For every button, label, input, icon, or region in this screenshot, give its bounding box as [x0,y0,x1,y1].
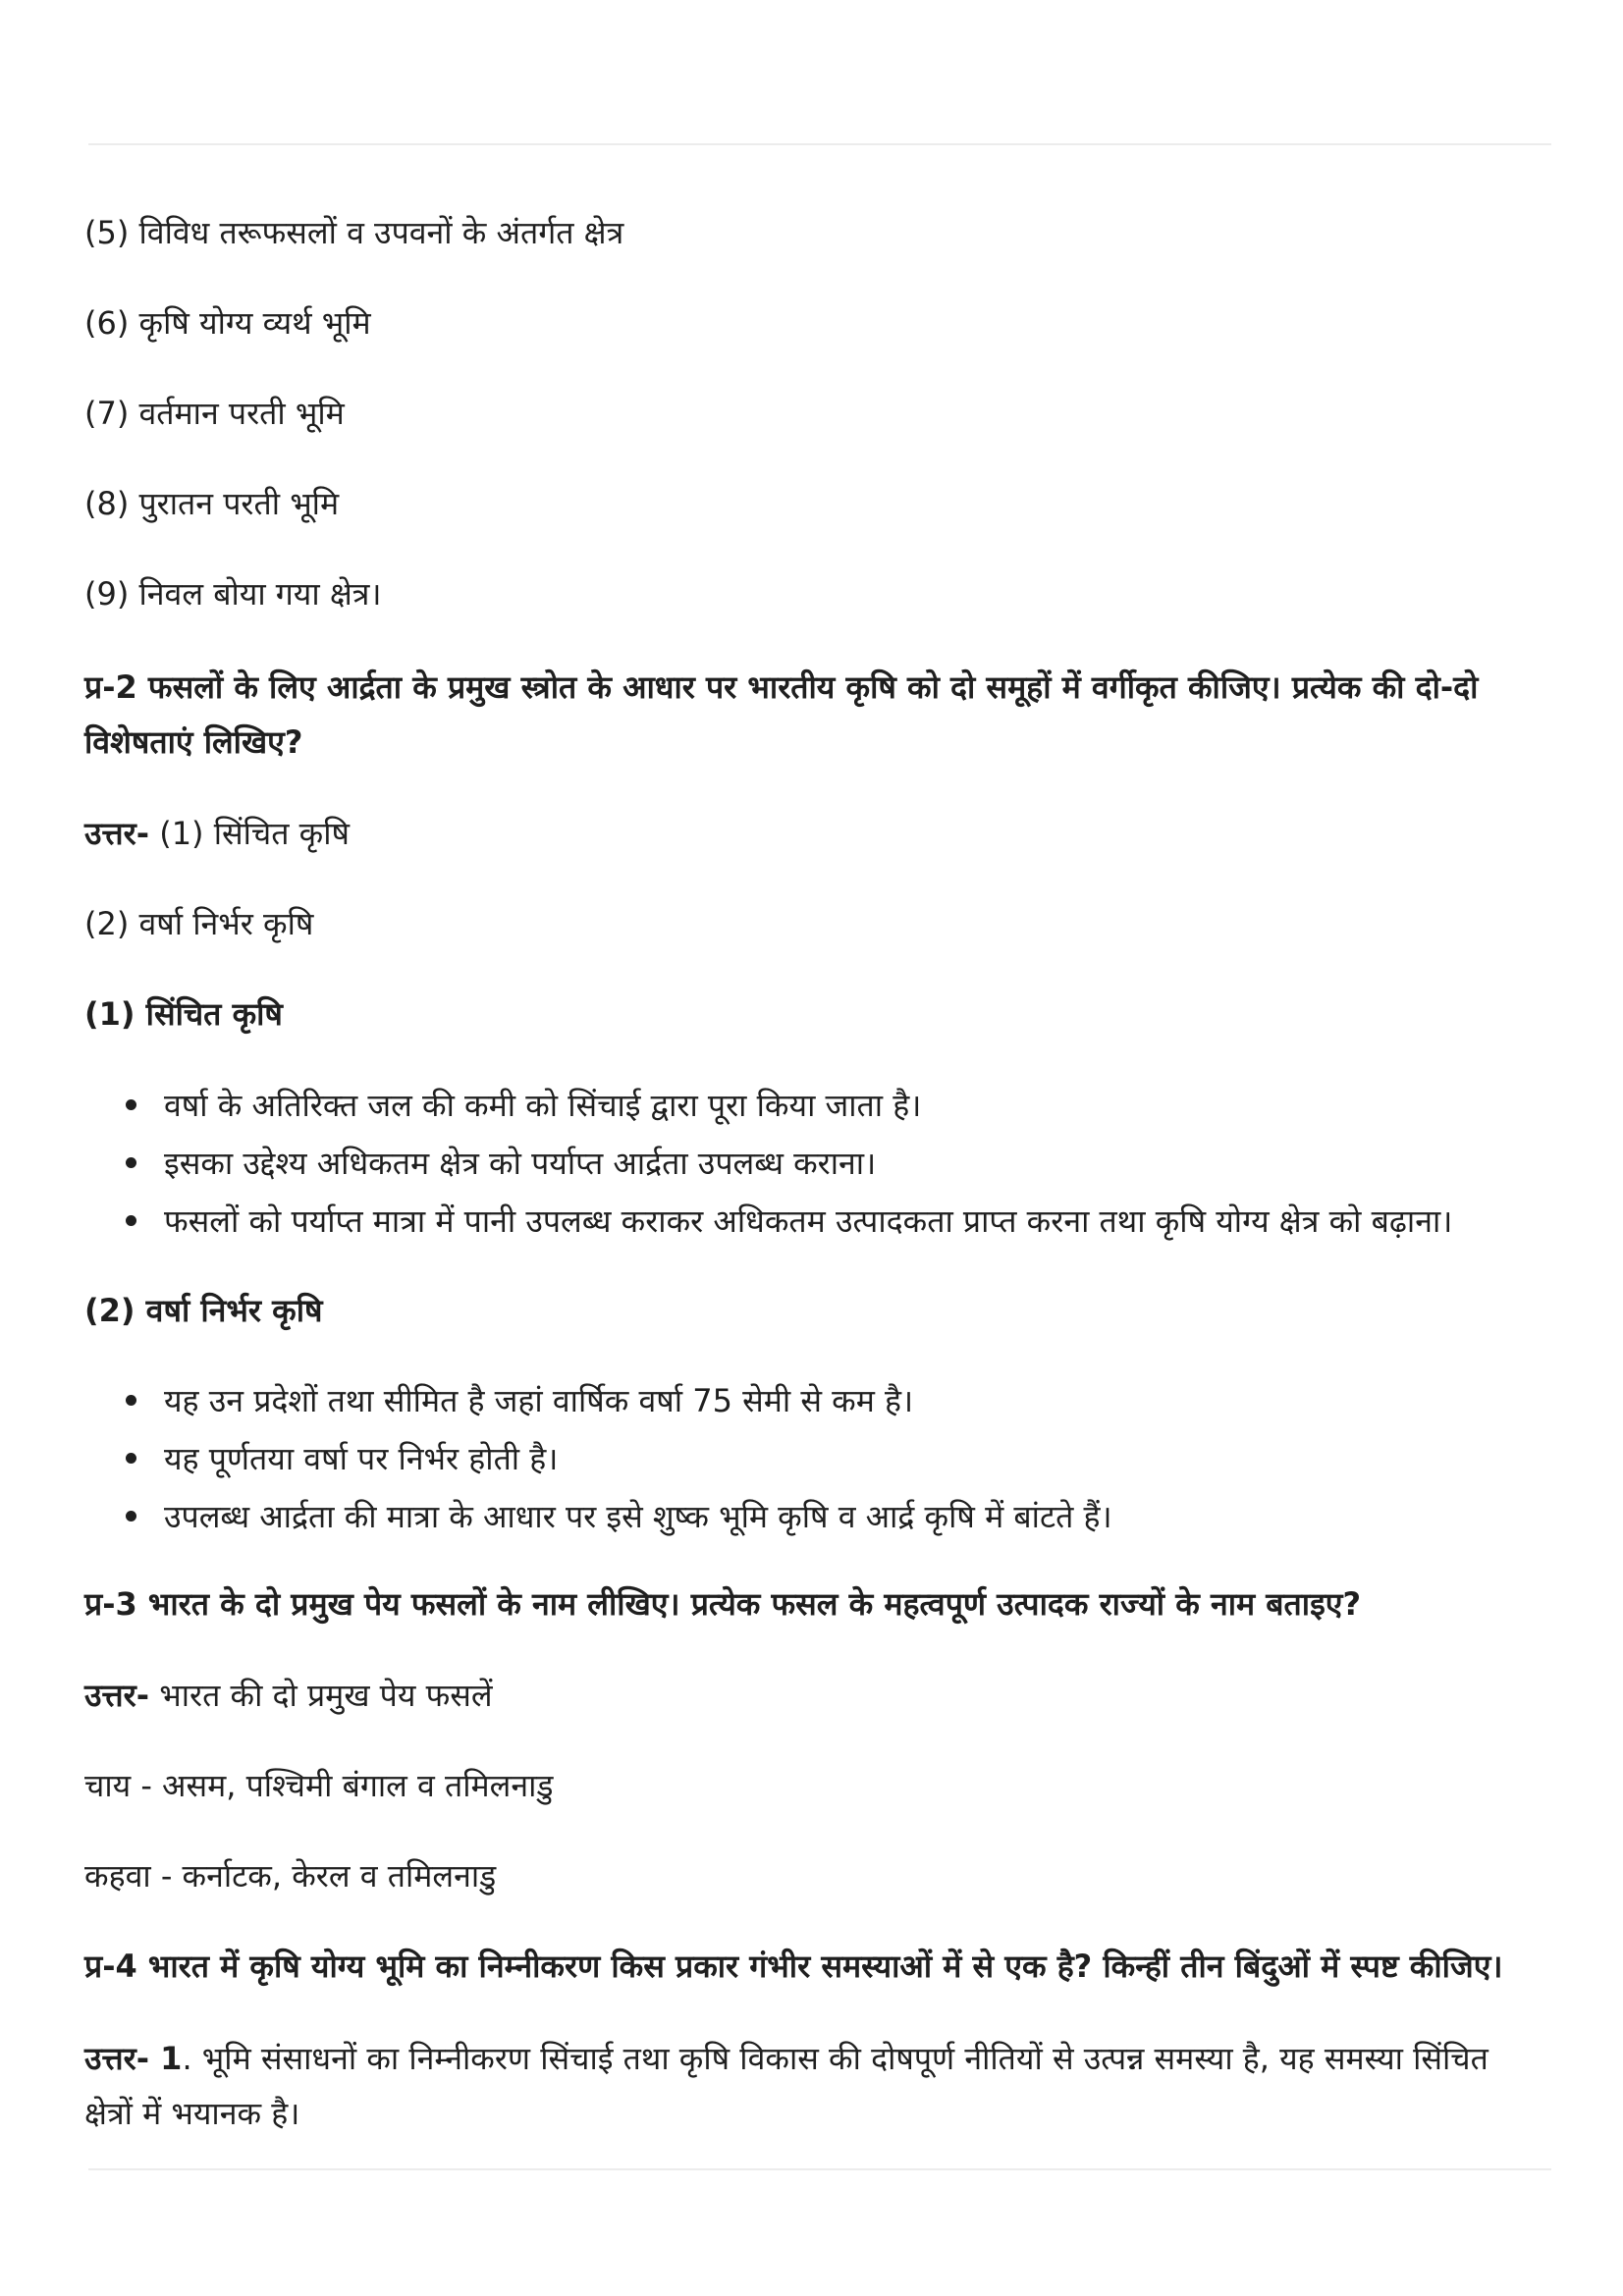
bullet-text: फसलों को पर्याप्त मात्रा में पानी उपलब्ध कराकर अधिकतम उत्पादकता प्राप्त करना तथा कृषि योग्य क्षेत्र को बढ़ाना। [164,1202,1453,1240]
section-heading: (1) सिंचित कृषि [84,995,283,1033]
answer-text: भारत की दो प्रमुख पेय फसलें [159,1677,493,1714]
bullet-item [126,1439,558,1478]
top-divider [88,143,1551,145]
answer-label: उत्तर- [84,815,150,852]
answer-2-second: (2) वर्षा निर्भर कृषि [84,905,314,942]
bullet-text: यह उन प्रदेशों तथा सीमित है जहां वार्षिक वर्षा 75 सेमी से कम है। [164,1382,914,1419]
bullet-icon [126,1453,136,1464]
bullet-item [126,1201,1452,1241]
question-4: प्र-4 भारत में कृषि योग्य भूमि का निम्नीकरण किस प्रकार गंभीर समस्याओं में से एक है? किन्हीं तीन बिंदुओं में स्पष्ट कीजिए। [84,1948,1503,1985]
question-2: प्र-2 फसलों के लिए आर्द्रता के प्रमुख स्त्रोत के आधार पर भारतीय कृषि को दो समूहों में वर्गीकृत कीजिए। प्रत्येक की दो-दो विशेषताएं लिखिए? [84,668,1479,761]
list-item: (6) कृषि योग्य व्यर्थ भूमि [84,304,371,342]
bullet-icon [126,1395,136,1406]
answer-text: . भूमि संसाधनों का निम्नीकरण सिंचाई तथा कृषि विकास की दोषपूर्ण नीतियों से उत्पन्न समस्या है, यह समस्या सिंचित क्षेत्रों में भयानक है। [84,2040,1488,2132]
bullet-text: उपलब्ध आर्द्रता की मात्रा के आधार पर इसे शुष्क भूमि कृषि व आर्द्र कृषि में बांटते हैं। [164,1498,1112,1535]
list-item: (7) वर्तमान परती भूमि [84,395,345,432]
bullet-text: वर्षा के अतिरिक्त जल की कमी को सिंचाई द्वारा पूरा किया जाता है। [164,1087,922,1124]
question-3: प्र-3 भारत के दो प्रमुख पेय फसलों के नाम लीखिए। प्रत्येक फसल के महत्वपूर्ण उत्पादक राज्यों के नाम बताइए? [84,1585,1362,1623]
bottom-divider [88,2168,1551,2170]
bullet-icon [126,1215,136,1226]
list-item: (8) पुरातन परती भूमि [84,485,340,522]
bullet-icon [126,1511,136,1522]
bullet-text: इसका उद्देश्य अधिकतम क्षेत्र को पर्याप्त आर्द्रता उपलब्ध कराना। [164,1145,877,1182]
bullet-item [126,1086,921,1125]
answer-2-first [84,814,350,853]
section-heading: (2) वर्षा निर्भर कृषि [84,1292,323,1329]
list-item: (5) विविध तरूफसलों व उपवनों के अंतर्गत क्षेत्र [84,214,624,251]
bullet-icon [126,1099,136,1110]
bullet-item [126,1381,913,1420]
bullet-item [126,1497,1112,1536]
answer-label: उत्तर- [84,1677,150,1714]
answer-3-coffee: कहवा - कर्नाटक, केरल व तमिलनाडु [84,1857,497,1895]
bullet-icon [126,1157,136,1168]
answer-3-tea: चाय - असम, पश्चिमी बंगाल व तमिलनाडु [84,1767,554,1804]
answer-3 [84,1676,493,1715]
answer-text: (1) सिंचित कृषि [159,815,351,852]
bullet-item [126,1144,876,1183]
answer-label: उत्तर- 1 [84,2040,183,2077]
answer-4 [84,2031,1538,2141]
bullet-text: यह पूर्णतया वर्षा पर निर्भर होती है। [164,1440,559,1477]
list-item: (9) निवल बोया गया क्षेत्र। [84,575,382,613]
